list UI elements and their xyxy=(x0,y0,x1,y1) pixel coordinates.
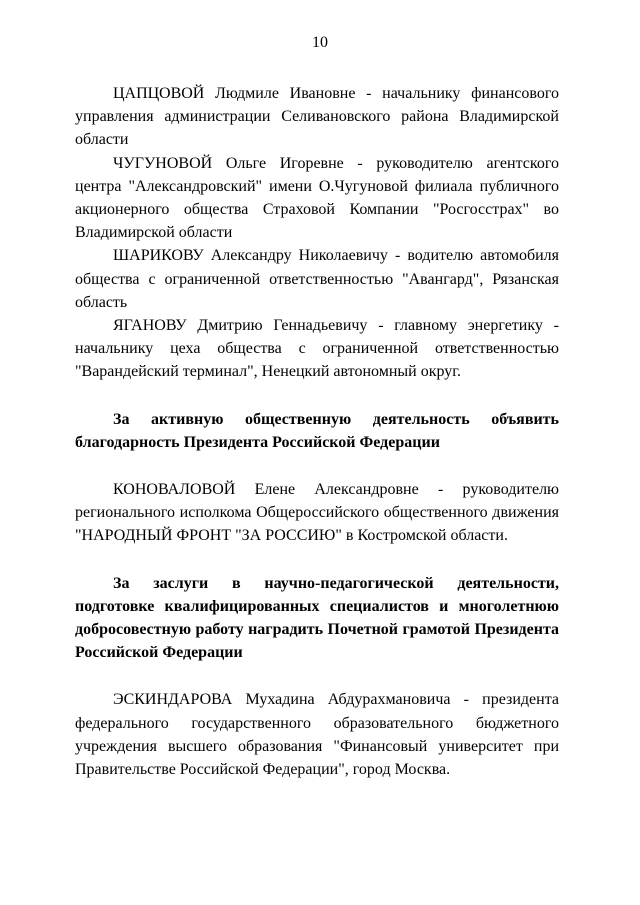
award-entry-eskindarov: ЭСКИНДАРОВА Мухадина Абдурахмановича - президента федерального государственного образовательного бюджетного учреждения высшего образования "Финансовый университет при Правительстве Российской Федерации", город Москва. xyxy=(75,691,559,779)
award-entry-konovalova: КОНОВАЛОВОЙ Елене Александровне - руководителю регионального исполкома Общероссийского общественного движения "НАРОДНЫЙ ФРОНТ "ЗА РОССИЮ" в Костромской области. xyxy=(75,481,559,545)
document-body xyxy=(75,82,559,781)
award-entry-sharikov: ШАРИКОВУ Александру Николаевичу - водителю автомобиля общества с ограниченной ответственностью "Авангард", Рязанская область xyxy=(75,247,559,311)
award-entry-tsaptsova: ЦАПЦОВОЙ Людмиле Ивановне - начальнику финансового управления администрации Селивановского района Владимирской области xyxy=(75,85,559,149)
section-heading-gratitude: За активную общественную деятельность объявить благодарность Президента Российской Федерации xyxy=(75,410,559,451)
section-heading-certificate: За заслуги в научно-педагогической деятельности, подготовке квалифицированных специалистов и многолетнюю добросовестную работу наградить Почетной грамотой Президента Российской Федерации xyxy=(75,574,559,662)
page-number: 10 xyxy=(312,34,328,51)
award-entry-chugunova: ЧУГУНОВОЙ Ольге Игоревне - руководителю агентского центра "Александровский" имени О.Чугуновой филиала публичного акционерного общества Страховой Компании "Росгосстрах" во Владимирской области xyxy=(75,154,559,242)
award-entry-yaganov: ЯГАНОВУ Дмитрию Геннадьевичу - главному энергетику - начальнику цеха общества с ограниченной ответственностью "Варандейский терминал", Ненецкий автономный округ. xyxy=(75,317,559,381)
